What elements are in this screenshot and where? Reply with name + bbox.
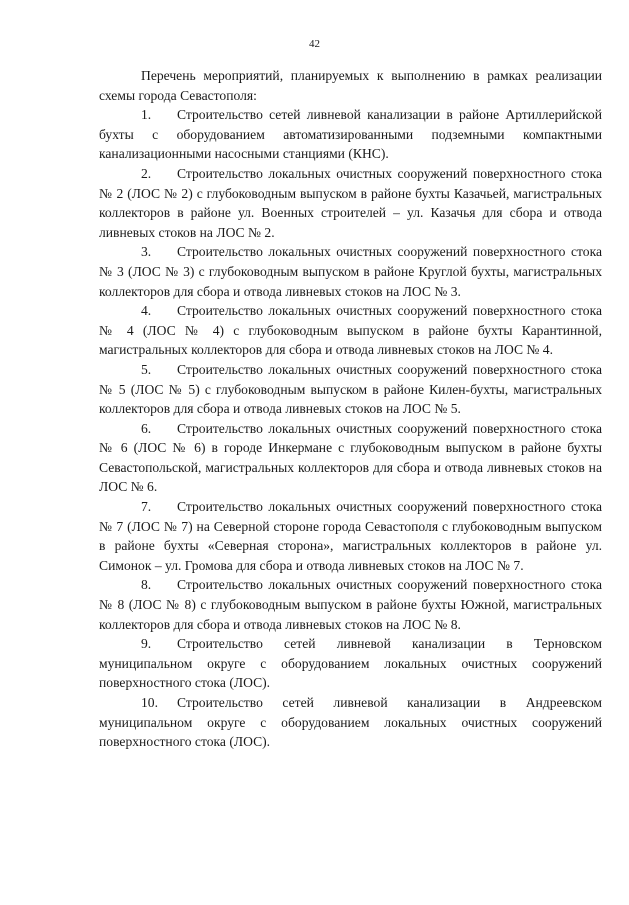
item-text: Строительство локальных очистных сооружений поверхностного стока № 3 (ЛОС № 3) с глубоководным выпуском в районе Круглой бухты, магистральных коллекторов для сбора и отвода ливневых стоков на ЛОС № 3. bbox=[99, 244, 602, 299]
item-text: Строительство сетей ливневой канализации в Андреевском муниципальном округе с оборудованием локальных очистных сооружений поверхностного стока (ЛОС). bbox=[99, 695, 602, 750]
item-number: 5. bbox=[141, 361, 152, 377]
intro-paragraph: Перечень мероприятий, планируемых к выполнению в рамках реализации схемы города Севастополя: bbox=[99, 68, 602, 103]
list-item bbox=[99, 419, 602, 497]
item-text: Строительство локальных очистных сооружений поверхностного стока № 5 (ЛОС № 5) с глубоководным выпуском в районе Килен-бухты, магистральных коллекторов для сбора и отвода ливневых стоков на ЛОС № 5. bbox=[99, 361, 602, 417]
item-number: 4. bbox=[141, 303, 152, 319]
list-item bbox=[99, 634, 602, 693]
list-item bbox=[99, 575, 602, 634]
item-number: 7. bbox=[141, 499, 152, 515]
page-number: 42 bbox=[309, 38, 320, 50]
item-number: 1. bbox=[141, 107, 152, 123]
item-number: 3. bbox=[141, 244, 152, 260]
item-number: 6. bbox=[141, 420, 152, 436]
list-item bbox=[99, 497, 602, 575]
list-item bbox=[99, 164, 602, 242]
item-text: Строительство локальных очистных сооружений поверхностного стока № 6 (ЛОС № 6) в городе Инкермане с глубоководным выпуском в районе бухты Севастопольской, магистральных коллекторов для сбора и отвода ливневых стоков на ЛОС № 6. bbox=[99, 420, 602, 495]
item-number: 8. bbox=[141, 577, 152, 593]
document-body bbox=[99, 66, 602, 752]
list-item bbox=[99, 693, 602, 752]
item-text: Строительство сетей ливневой канализации в районе Артиллерийской бухты с оборудованием автоматизированными подземными компактными канализационными насосными станциями (КНС). bbox=[99, 107, 602, 162]
item-number: 2. bbox=[141, 165, 152, 181]
item-text: Строительство сетей ливневой канализации в Терновском муниципальном округе с оборудованием локальных очистных сооружений поверхностного стока (ЛОС). bbox=[99, 636, 602, 691]
item-text: Строительство локальных очистных сооружений поверхностного стока № 4 (ЛОС № 4) с глубоководным выпуском в районе бухты Карантинной, магистральных коллекторов для сбора и отвода ливневых стоков на ЛОС № 4. bbox=[99, 303, 602, 358]
list-item bbox=[99, 242, 602, 301]
item-number: 10. bbox=[141, 695, 158, 710]
item-text: Строительство локальных очистных сооружений поверхностного стока № 7 (ЛОС № 7) на Северной стороне города Севастополя с глубоководным выпуском в районе бухты «Северная сторона», магистральных коллекторов в районе ул. Симонок – ул. Громова для сбора и отвода ливневых стоков на ЛОС № 7. bbox=[99, 499, 602, 573]
item-text: Строительство локальных очистных сооружений поверхностного стока № 8 (ЛОС № 8) с глубоководным выпуском в районе бухты Южной, магистральных коллекторов для сбора и отвода ливневых стоков на ЛОС № 8. bbox=[99, 577, 602, 632]
list-item bbox=[99, 301, 602, 360]
list-item bbox=[99, 105, 602, 164]
list-item bbox=[99, 360, 602, 419]
item-text: Строительство локальных очистных сооружений поверхностного стока № 2 (ЛОС № 2) с глубоководным выпуском в районе бухты Казачьей, магистральных коллекторов в районе ул. Военных строителей – ул. Казачья для сбора и отвода ливневых стоков на ЛОС № 2. bbox=[99, 165, 602, 240]
item-number: 9. bbox=[141, 636, 152, 652]
